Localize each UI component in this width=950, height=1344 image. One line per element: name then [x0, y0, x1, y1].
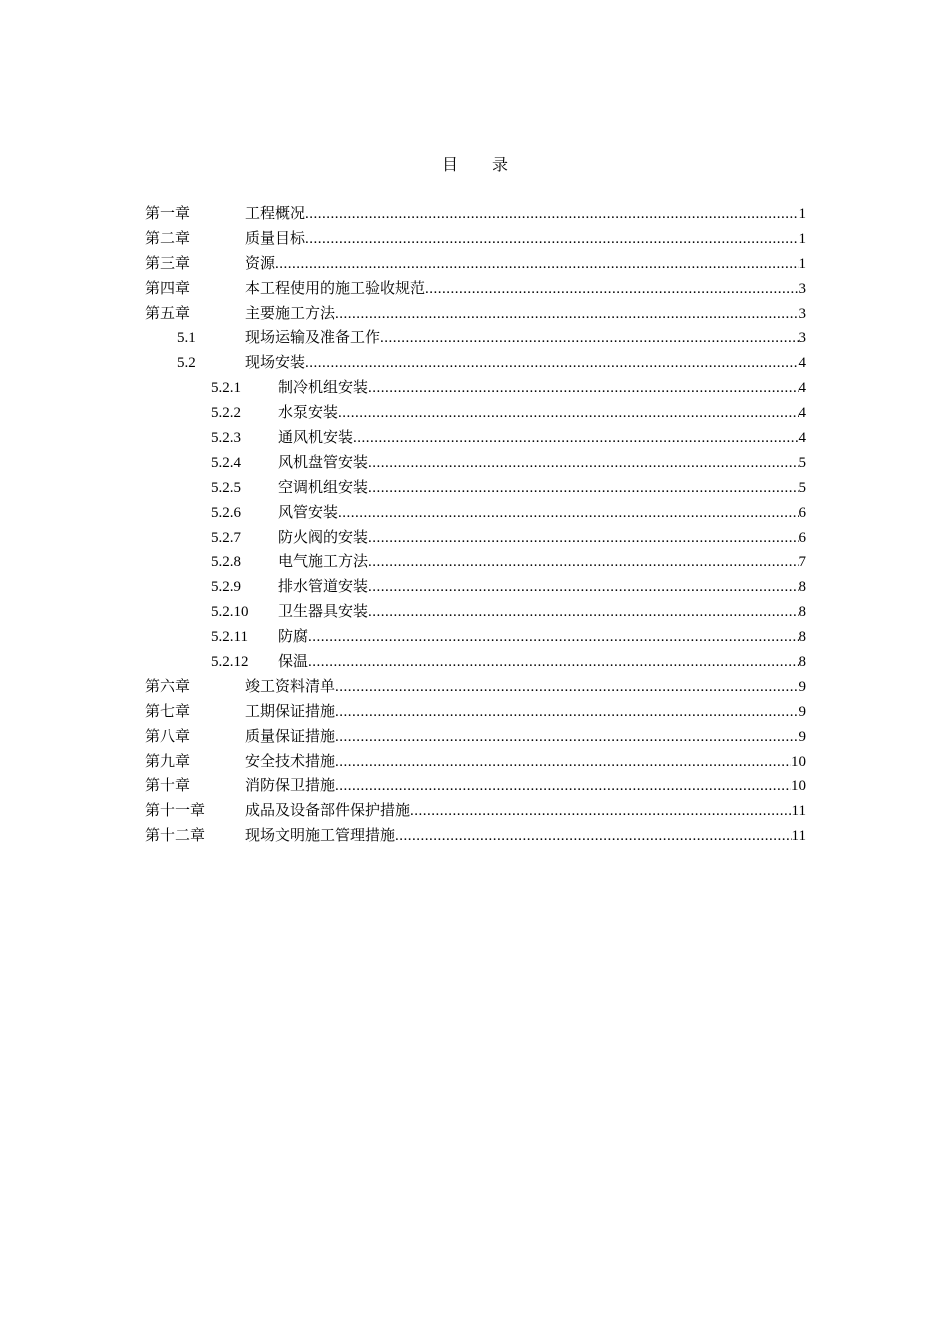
toc-entry-title-line: [245, 675, 806, 700]
toc-entry-title-line: [245, 252, 806, 277]
toc-entry-page-number: 8: [798, 654, 806, 671]
page-title-char: 目: [441, 157, 458, 174]
toc-entry-page-number: 11: [791, 828, 806, 845]
toc-entry-page-number: 4: [798, 405, 806, 422]
toc-entry-title: 空调机组安装: [278, 479, 369, 496]
toc-dot-leader: [353, 426, 798, 451]
toc-entry-number: 第一章: [145, 206, 191, 222]
toc-entry-title-line: [278, 501, 806, 526]
toc-entry-title-line: [245, 824, 806, 849]
toc-entry[interactable]: [145, 376, 806, 401]
toc-dot-leader: [425, 277, 798, 302]
toc-entry-title-line: [278, 526, 806, 551]
toc-entry-title: 水泵安装: [278, 405, 339, 422]
toc-entry-title: 保温: [278, 654, 309, 671]
toc-entry-number: 5.2.6: [211, 504, 241, 521]
toc-entry-page-number: 3: [798, 330, 806, 347]
toc-dot-leader: [305, 351, 798, 376]
toc-entry-number: 第三章: [145, 255, 191, 272]
toc-entry-page-number: 3: [798, 305, 806, 322]
toc-entry-title: 风管安装: [278, 504, 339, 521]
toc-entry[interactable]: [145, 725, 806, 750]
toc-entry-page-number: 4: [798, 355, 806, 372]
toc-entry-title: 现场安装: [245, 355, 306, 372]
toc-dot-leader: [308, 625, 798, 650]
toc-entry[interactable]: [145, 650, 806, 675]
toc-entry-title: 安全技术措施: [245, 753, 336, 770]
toc-entry[interactable]: [145, 202, 806, 227]
toc-entry-number: 第七章: [145, 703, 191, 720]
toc-entry-title-line: [278, 401, 806, 426]
toc-dot-leader: [380, 326, 798, 351]
toc-entry-title-line: [245, 351, 806, 376]
toc-entry-title: 竣工资料清单: [245, 678, 336, 695]
toc-entry-number: 5.2.11: [211, 629, 248, 646]
toc-entry-number: 5.2.8: [211, 554, 241, 571]
toc-entry-title: 卫生器具安装: [278, 604, 369, 621]
toc-entry-number: 5.2.4: [211, 454, 241, 471]
toc-entry-title: 成品及设备部件保护措施: [245, 803, 411, 820]
toc-entry-page-number: 1: [798, 255, 806, 272]
toc-entry[interactable]: [145, 750, 806, 775]
toc-entry-number: 5.2: [177, 355, 196, 372]
toc-entry-title-line: [278, 600, 806, 625]
toc-entry-title: 电气施工方法: [278, 554, 369, 571]
toc-dot-leader: [335, 302, 798, 327]
toc-entry[interactable]: [145, 451, 806, 476]
toc-dot-leader: [368, 575, 798, 600]
toc-entry[interactable]: [145, 526, 806, 551]
toc-entry-title-line: [245, 277, 806, 302]
toc-entry-title-line: [245, 774, 806, 799]
toc-entry-title-line: [245, 302, 806, 327]
toc-entry-number: 5.2.7: [211, 529, 241, 546]
toc-entry-number: 5.2.3: [211, 430, 241, 447]
toc-entry-page-number: 10: [791, 753, 806, 770]
toc-dot-leader: [338, 401, 798, 426]
toc-entry-number: 第六章: [145, 678, 191, 695]
toc-dot-leader: [335, 750, 791, 775]
toc-entry[interactable]: [145, 326, 806, 351]
toc-entry-number: 第十二章: [145, 828, 206, 845]
toc-entry-title: 现场运输及准备工作: [245, 330, 381, 347]
toc-entry-page-number: 8: [798, 629, 806, 646]
toc-entry-title: 现场文明施工管理措施: [245, 828, 396, 845]
toc-entry-page-number: 6: [798, 504, 806, 521]
toc-entry[interactable]: [145, 675, 806, 700]
toc-entry-title: 质量目标: [245, 230, 306, 247]
toc-entry-page-number: 9: [798, 703, 806, 720]
toc-entry[interactable]: [145, 302, 806, 327]
toc-entry-title: 风机盘管安装: [278, 454, 369, 471]
toc-dot-leader: [368, 376, 798, 401]
toc-entry-title: 资源: [245, 255, 276, 272]
toc-dot-leader: [275, 252, 798, 277]
toc-entry-title-line: [278, 575, 806, 600]
toc-entry-number: 5.2.12: [211, 654, 249, 671]
toc-entry-page-number: 1: [798, 206, 806, 222]
toc-entry[interactable]: [145, 476, 806, 501]
toc-entry-page-number: 9: [798, 678, 806, 695]
toc-entry[interactable]: [145, 550, 806, 575]
toc-entry-title: 工程概况: [245, 206, 306, 222]
toc-entry-page-number: 11: [791, 803, 806, 820]
toc-entry-title: 制冷机组安装: [278, 380, 369, 397]
toc-entry-title-line: [245, 227, 806, 252]
toc-entry-number: 第八章: [145, 728, 191, 745]
toc-entry-page-number: 6: [798, 529, 806, 546]
toc-dot-leader: [368, 526, 798, 551]
toc-entry-page-number: 8: [798, 579, 806, 596]
toc-entry-number: 5.2.1: [211, 380, 241, 397]
toc-entry-page-number: 5: [798, 454, 806, 471]
toc-dot-leader: [338, 501, 798, 526]
toc-entry-title-line: [245, 326, 806, 351]
toc-entry-title-line: [278, 426, 806, 451]
toc-entry-title-line: [245, 750, 806, 775]
toc-entry-title: 本工程使用的施工验收规范: [245, 280, 426, 297]
toc-entry-title: 主要施工方法: [245, 305, 336, 322]
toc-entry-page-number: 10: [791, 778, 806, 795]
toc-dot-leader: [368, 476, 798, 501]
toc-entry-title-line: [245, 700, 806, 725]
toc-entry[interactable]: [145, 700, 806, 725]
toc-entry[interactable]: [145, 426, 806, 451]
page-title-char: 录: [492, 157, 509, 174]
toc-entry-number: 第二章: [145, 230, 191, 247]
toc-entry-title-line: [278, 451, 806, 476]
toc-entry-page-number: 1: [798, 230, 806, 247]
toc-entry[interactable]: [145, 774, 806, 799]
toc-dot-leader: [368, 451, 798, 476]
toc-dot-leader: [335, 725, 798, 750]
toc-entry-number: 第十一章: [145, 803, 206, 820]
toc-entry-title-line: [278, 476, 806, 501]
toc-entry-title: 质量保证措施: [245, 728, 336, 745]
page-title: [0, 152, 950, 175]
toc-entry[interactable]: [145, 227, 806, 252]
toc-entry-title-line: [278, 625, 806, 650]
table-of-contents: [145, 202, 806, 849]
toc-entry[interactable]: [145, 575, 806, 600]
toc-dot-leader: [410, 799, 792, 824]
toc-entry-page-number: 8: [798, 604, 806, 621]
toc-dot-leader: [335, 700, 798, 725]
toc-dot-leader: [335, 774, 791, 799]
toc-entry-title: 消防保卫措施: [245, 778, 336, 795]
toc-entry-page-number: 4: [798, 380, 806, 397]
toc-entry-title-line: [245, 202, 806, 227]
toc-entry-title: 通风机安装: [278, 430, 354, 447]
toc-entry-number: 5.2.5: [211, 479, 241, 496]
toc-entry[interactable]: [145, 625, 806, 650]
toc-entry-title-line: [245, 725, 806, 750]
toc-entry-number: 5.2.2: [211, 405, 241, 422]
toc-entry[interactable]: [145, 252, 806, 277]
toc-entry-number: 第五章: [145, 305, 191, 322]
toc-entry-number: 第十章: [145, 778, 191, 795]
toc-entry-number: 5.2.9: [211, 579, 241, 596]
toc-entry[interactable]: [145, 501, 806, 526]
toc-entry-number: 5.1: [177, 330, 196, 347]
toc-dot-leader: [305, 227, 798, 252]
toc-entry-page-number: 7: [798, 554, 806, 571]
toc-dot-leader: [368, 550, 798, 575]
toc-entry-title-line: [245, 799, 806, 824]
toc-dot-leader: [305, 202, 798, 227]
toc-entry-title: 防腐: [278, 629, 309, 646]
toc-entry[interactable]: [145, 799, 806, 824]
toc-entry-number: 第九章: [145, 753, 191, 770]
toc-entry[interactable]: [145, 277, 806, 302]
toc-dot-leader: [368, 600, 798, 625]
toc-entry[interactable]: [145, 824, 806, 849]
toc-entry-title: 防火阀的安装: [278, 529, 369, 546]
toc-dot-leader: [335, 675, 798, 700]
toc-entry-number: 5.2.10: [211, 604, 249, 621]
toc-entry-title-line: [278, 550, 806, 575]
toc-entry-page-number: 3: [798, 280, 806, 297]
toc-entry-title: 排水管道安装: [278, 579, 369, 596]
toc-entry-page-number: 4: [798, 430, 806, 447]
toc-entry[interactable]: [145, 600, 806, 625]
toc-entry-title: 工期保证措施: [245, 703, 336, 720]
toc-entry[interactable]: [145, 401, 806, 426]
toc-entry-number: 第四章: [145, 280, 191, 297]
toc-entry-title-line: [278, 650, 806, 675]
toc-dot-leader: [395, 824, 792, 849]
toc-entry-page-number: 5: [798, 479, 806, 496]
toc-dot-leader: [308, 650, 798, 675]
toc-entry-title-line: [278, 376, 806, 401]
toc-entry-page-number: 9: [798, 728, 806, 745]
toc-entry[interactable]: [145, 351, 806, 376]
